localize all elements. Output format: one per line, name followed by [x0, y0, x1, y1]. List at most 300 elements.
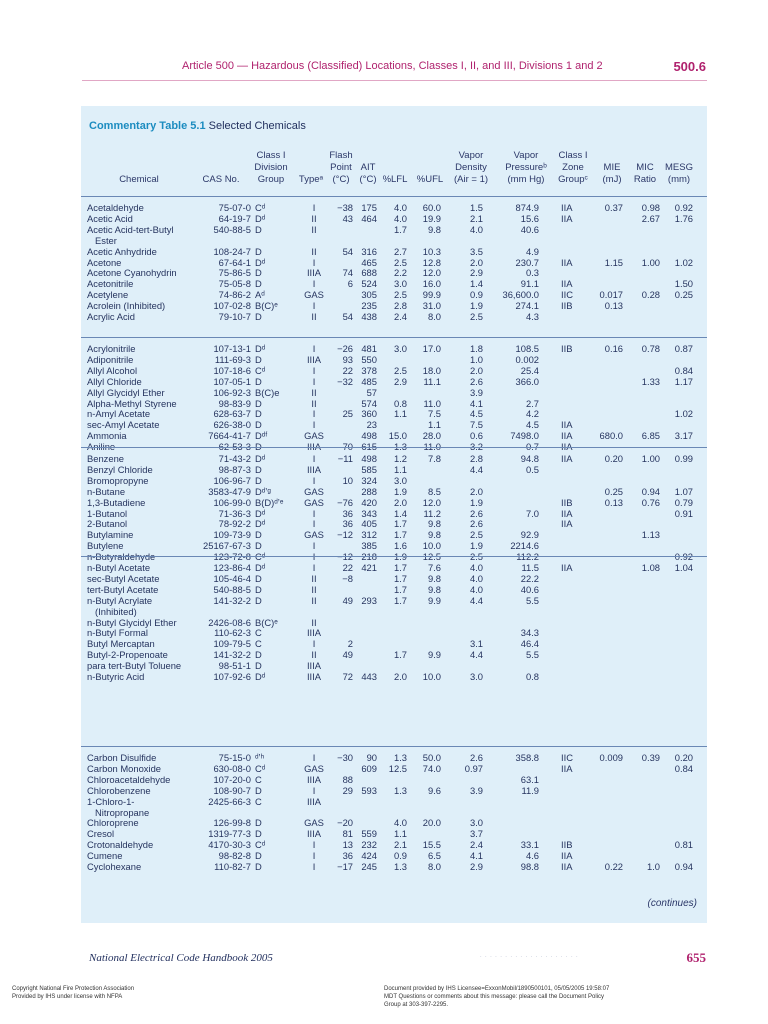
- cell-chemical: n-Butyl Formal: [87, 627, 148, 639]
- cell-ufl: 11.2: [423, 507, 441, 519]
- cell-flash: −20: [337, 817, 353, 829]
- cell-zone: IIC: [561, 289, 573, 301]
- cell-cas: 110-82-7: [214, 861, 251, 872]
- cell-ufl: 31.0: [422, 300, 441, 312]
- cell-group: D: [255, 784, 262, 796]
- cell-zone: IIC: [561, 752, 573, 763]
- cell-vd: 2.9: [469, 267, 483, 279]
- cell-lfl: 15.0: [388, 430, 407, 442]
- cell-mesg: 1.02: [674, 256, 693, 268]
- cell-chemical: Allyl Alcohol: [87, 364, 138, 376]
- cell-mie: 0.25: [604, 485, 623, 497]
- table-row: [81, 419, 707, 430]
- column-header-line: (mm): [667, 174, 691, 185]
- cell-type: II: [311, 212, 317, 224]
- column-header-zone: [553, 150, 593, 186]
- cell-ufl: 50.0: [422, 752, 441, 763]
- cell-type: IIIA: [306, 463, 322, 475]
- column-header-line: Vapor: [513, 150, 539, 161]
- cell-type: I: [312, 850, 316, 862]
- cell-cas: 107-20-0: [213, 773, 251, 785]
- cell-mie: 0.017: [599, 289, 623, 301]
- cell-ufl: 20.0: [422, 817, 441, 829]
- cell-ufl: 1.1: [427, 419, 441, 431]
- cell-lfl: 1.7: [393, 583, 407, 595]
- table-row: [81, 649, 707, 660]
- cell-flash: 10: [342, 474, 353, 486]
- cell-ufl: 28.0: [422, 430, 441, 442]
- cell-zone: IIA: [561, 278, 573, 290]
- cell-chemical: Adiponitrile: [87, 353, 134, 365]
- cell-type: I: [312, 300, 316, 312]
- article-title: Article 500 — Hazardous (Classified) Locations, Classes I, II, and III, Divisions 1 and 2: [182, 60, 603, 72]
- cell-type: I: [312, 375, 316, 387]
- cell-ait: 305: [361, 289, 377, 301]
- cell-mesg: 0.91: [674, 507, 693, 519]
- cell-group: D: [255, 245, 262, 257]
- cell-type: GAS: [304, 496, 324, 508]
- cell-lfl: 2.5: [393, 364, 407, 376]
- cell-group: Cᵈ: [255, 202, 266, 213]
- cell-vp: 11.9: [521, 784, 539, 796]
- cell-type: I: [312, 408, 316, 420]
- cell-chemical: sec-Amyl Acetate: [87, 419, 160, 431]
- table-row: [81, 224, 707, 235]
- cell-mic: 1.08: [641, 562, 660, 573]
- cell-cas: 540-88-5: [213, 223, 251, 235]
- cell-ufl: 7.8: [427, 453, 441, 464]
- cell-cas: 78-92-2: [218, 518, 251, 530]
- table-row: [81, 408, 707, 419]
- cell-ait: 574: [361, 397, 377, 409]
- cell-mic: 1.00: [641, 256, 660, 268]
- cell-cas: 2425-66-3: [208, 795, 251, 807]
- cell-group: D: [255, 828, 262, 840]
- cell-vp: 40.6: [520, 223, 539, 235]
- cell-zone: IIA: [561, 850, 573, 862]
- cell-cas: 1319-77-3: [208, 828, 251, 840]
- table-row: [81, 398, 707, 409]
- cell-group: D: [255, 408, 262, 420]
- cell-vp: 7498.0: [510, 430, 539, 442]
- cell-ufl: 9.8: [427, 518, 441, 530]
- cell-flash: 93: [342, 353, 353, 365]
- cell-ufl: 9.8: [427, 572, 441, 584]
- cell-group: Dᵈ: [255, 518, 266, 530]
- column-header-line: Vapor: [458, 150, 484, 161]
- cell-cas: 109-73-9: [213, 529, 251, 541]
- cell-vd: 2.1: [469, 212, 483, 224]
- cell-cas: 3583-47-9: [208, 485, 251, 497]
- page-number: 655: [686, 950, 706, 965]
- cell-group: C: [255, 638, 262, 650]
- copyright-line: Provided by IHS under license with NFPA: [12, 994, 123, 1000]
- cell-chemical: Chlorobenzene: [87, 784, 151, 796]
- cell-ait: 343: [361, 507, 377, 519]
- cell-ufl: 74.0: [422, 762, 441, 774]
- cell-vd: 1.4: [469, 278, 483, 290]
- table-row: [81, 257, 707, 268]
- cell-cas: 74-86-2: [218, 289, 251, 301]
- group-separator: [81, 196, 707, 197]
- cell-type: GAS: [304, 762, 324, 774]
- cell-ait: 438: [361, 311, 377, 322]
- cell-chemical: Acrylic Acid: [87, 311, 135, 322]
- table-row: [81, 638, 707, 649]
- cell-vd: 1.5: [469, 202, 483, 213]
- cell-chemical: Benzene: [87, 453, 125, 464]
- cell-group: D: [255, 474, 262, 486]
- cell-chemical: 1-Butanol: [87, 507, 128, 519]
- cell-vp: 98.8: [520, 861, 539, 872]
- cell-vd: 3.0: [469, 671, 483, 682]
- commentary-table: [81, 106, 707, 923]
- column-header-lfl: [379, 174, 411, 186]
- column-header-line: AIT: [360, 162, 376, 173]
- cell-ait: 609: [361, 762, 377, 774]
- cell-chemical: Allyl Chloride: [87, 375, 142, 387]
- cell-cas: 25167-67-3: [203, 540, 251, 552]
- cell-ufl: 12.8: [422, 256, 441, 268]
- cell-group: Cᵈ: [255, 762, 266, 774]
- cell-flash: −11: [337, 453, 353, 464]
- cell-cas: 2426-08-6: [208, 616, 251, 628]
- cell-chemical: Butylamine: [87, 529, 134, 541]
- cell-type: II: [311, 594, 317, 606]
- cell-type: I: [312, 518, 316, 530]
- table-row: [81, 453, 707, 464]
- cell-vp: 0.8: [525, 671, 539, 682]
- column-header-ufl: [415, 174, 445, 186]
- cell-flash: 81: [342, 828, 353, 840]
- cell-mesg: 1.50: [674, 278, 693, 290]
- cell-ait: 420: [361, 496, 377, 508]
- table-row: [81, 213, 707, 224]
- cell-group: Dᵈ: [255, 343, 266, 354]
- cell-zone: IIA: [561, 419, 573, 431]
- cell-type: GAS: [304, 485, 324, 497]
- cell-flash: −76: [337, 496, 353, 508]
- cell-lfl: 2.5: [393, 256, 407, 268]
- cell-group: D: [255, 223, 262, 235]
- cell-flash: 22: [342, 562, 353, 573]
- table-row: [81, 850, 707, 861]
- cell-ufl: 10.0: [422, 540, 441, 552]
- cell-type: II: [311, 583, 317, 595]
- cell-type: GAS: [304, 289, 324, 301]
- cell-vp: 4.6: [525, 850, 539, 862]
- cell-mie: 0.22: [604, 861, 623, 872]
- cell-ait: 498: [361, 430, 377, 442]
- table-row: [81, 475, 707, 486]
- cell-ait: 312: [361, 529, 377, 541]
- column-header-line: Division: [254, 162, 288, 173]
- cell-vd: 4.4: [469, 594, 483, 606]
- cell-type: I: [312, 364, 316, 376]
- cell-ufl: 9.9: [427, 649, 441, 661]
- table-row: [81, 839, 707, 850]
- cell-ufl: 11.0: [423, 397, 441, 409]
- column-header-line: %LFL: [382, 174, 408, 185]
- cell-cas: 540-88-5: [213, 583, 251, 595]
- table-row: [81, 289, 707, 300]
- cell-chemical: n-Butyl Glycidyl Ether: [87, 616, 177, 628]
- cell-lfl: 3.0: [393, 343, 407, 354]
- cell-ufl: 9.9: [427, 594, 441, 606]
- cell-lfl: 1.2: [393, 453, 407, 464]
- table-row: [81, 584, 707, 595]
- column-header-line: Ratio: [633, 174, 657, 185]
- cell-vp: 0.5: [525, 463, 539, 475]
- cell-group: D: [255, 861, 262, 872]
- cell-mesg: 0.84: [674, 364, 693, 376]
- cell-type: II: [311, 245, 317, 257]
- cell-ait: 90: [366, 752, 377, 763]
- cell-lfl: 1.7: [393, 649, 407, 661]
- cell-mie: 1.15: [604, 256, 623, 268]
- cell-vd: 1.8: [469, 343, 483, 354]
- cell-ait: 235: [361, 300, 377, 312]
- cell-vp: 2214.6: [510, 540, 539, 552]
- group-separator: [81, 447, 707, 448]
- column-header-line: Chemical: [119, 174, 159, 185]
- cell-ait: 23: [366, 419, 377, 431]
- cell-vd: 1.9: [469, 496, 483, 508]
- table-row: [81, 796, 707, 807]
- cell-group: Dᵈ: [255, 256, 266, 268]
- cell-vd: 3.5: [469, 245, 483, 257]
- document-line: Group at 303-397-2295.: [384, 1002, 449, 1008]
- cell-ait: 293: [361, 594, 377, 606]
- cell-type: IIIA: [306, 671, 322, 682]
- cell-vp: 91.1: [520, 278, 539, 290]
- cell-ait: 585: [361, 463, 377, 475]
- cell-group: Dᵈ: [255, 507, 266, 519]
- cell-vd: 4.0: [469, 223, 483, 235]
- cell-flash: −17: [337, 861, 353, 872]
- cell-vd: 4.1: [469, 397, 483, 409]
- copyright-notice: [12, 985, 134, 1001]
- column-header-group: [251, 150, 291, 186]
- cell-chemical: 2-Butanol: [87, 518, 128, 530]
- cell-group: Dᵈ: [255, 453, 266, 464]
- cell-cas: 64-19-7: [218, 212, 251, 224]
- column-header-ait: [357, 162, 379, 186]
- cell-zone: IIA: [561, 202, 573, 213]
- cell-ufl: 12.0: [422, 267, 441, 279]
- column-header-line: MESG: [665, 162, 693, 173]
- cell-ufl: 16.0: [422, 278, 441, 290]
- cell-group: Dᵈ: [255, 562, 266, 573]
- cell-ufl: 8.0: [427, 311, 441, 322]
- cell-mesg: 0.79: [674, 496, 693, 508]
- cell-vd: 7.5: [469, 419, 483, 431]
- table-row: [81, 562, 707, 573]
- cell-chemical: (Inhibited): [95, 605, 137, 617]
- cell-group: D: [255, 463, 262, 475]
- cell-chemical: para tert-Butyl Toluene: [87, 660, 182, 672]
- cell-ait: 378: [361, 364, 377, 376]
- cell-cas: 111-69-3: [214, 353, 251, 365]
- cell-type: II: [311, 311, 317, 322]
- cell-lfl: 2.8: [393, 300, 407, 312]
- cell-mic: 1.13: [641, 529, 660, 541]
- cell-vd: 2.4: [469, 839, 483, 851]
- cell-mesg: 1.07: [674, 485, 693, 497]
- cell-vp: 366.0: [515, 375, 539, 387]
- cell-ait: 688: [361, 267, 377, 279]
- cell-lfl: 3.0: [393, 278, 407, 290]
- cell-type: I: [312, 343, 316, 354]
- cell-cas: 626-38-0: [213, 419, 251, 431]
- cell-group: D: [255, 529, 262, 541]
- cell-type: I: [312, 638, 316, 650]
- cell-lfl: 2.2: [393, 267, 407, 279]
- cell-type: I: [312, 419, 316, 431]
- cell-group: D: [255, 375, 262, 387]
- cell-ufl: 11.1: [423, 375, 441, 387]
- cell-mic: 1.33: [641, 375, 660, 387]
- table-row: [81, 300, 707, 311]
- cell-cas: 141-32-2: [213, 649, 251, 661]
- cell-type: I: [312, 861, 316, 872]
- cell-group: B(D)ᵈʼᵉ: [255, 496, 284, 508]
- group-separator: [81, 337, 707, 338]
- cell-vp: 94.8: [520, 453, 539, 464]
- cell-ait: 385: [361, 540, 377, 552]
- cell-chemical: 1,3-Butadiene: [87, 496, 146, 508]
- cell-vd: 4.4: [469, 649, 483, 661]
- cell-cas: 108-24-7: [213, 245, 251, 257]
- cell-group: C: [255, 795, 262, 807]
- cell-mesg: 0.87: [674, 343, 693, 354]
- cell-mie: 0.009: [599, 752, 623, 763]
- cell-vp: 358.8: [515, 752, 539, 763]
- cell-vp: 34.3: [520, 627, 539, 639]
- cell-zone: IIA: [561, 518, 573, 530]
- cell-lfl: 0.8: [393, 397, 407, 409]
- cell-mic: 2.67: [641, 212, 660, 224]
- cell-vd: 3.0: [469, 817, 483, 829]
- cell-zone: IIA: [561, 212, 573, 224]
- cell-vd: 4.0: [469, 572, 483, 584]
- column-header-type: [295, 174, 327, 186]
- table-row: [81, 529, 707, 540]
- cell-mesg: 0.99: [674, 453, 693, 464]
- cell-chemical: Cresol: [87, 828, 115, 840]
- cell-group: D: [255, 572, 262, 584]
- column-header-line: (mm Hg): [507, 174, 545, 185]
- cell-type: IIIA: [306, 795, 322, 807]
- cell-vd: 2.0: [469, 256, 483, 268]
- cell-vd: 2.6: [469, 375, 483, 387]
- cell-vp: 0.3: [525, 267, 539, 279]
- cell-vp: 5.5: [525, 649, 539, 661]
- cell-zone: IIA: [561, 507, 573, 519]
- column-header-line: Class I: [256, 150, 286, 161]
- cell-chemical: Nitropropane: [95, 806, 150, 818]
- cell-mie: 680.0: [599, 430, 623, 442]
- table-row: [81, 486, 707, 497]
- cell-mic: 6.85: [641, 430, 660, 442]
- cell-cas: 106-99-0: [213, 496, 251, 508]
- cell-group: D: [255, 850, 262, 862]
- cell-lfl: 0.9: [393, 850, 407, 862]
- cell-mic: 0.78: [641, 343, 660, 354]
- column-header-line: Point: [330, 162, 352, 173]
- cell-flash: −38: [337, 202, 353, 213]
- table-caption-title: Selected Chemicals: [208, 120, 306, 132]
- column-header-flash: [325, 150, 357, 186]
- cell-cas: 123-86-4: [213, 562, 251, 573]
- cell-vd: 4.0: [469, 562, 483, 573]
- cell-type: II: [311, 397, 317, 409]
- cell-mesg: 3.17: [674, 430, 693, 442]
- cell-chemical: Benzyl Chloride: [87, 463, 153, 475]
- cell-flash: 72: [342, 671, 353, 682]
- table-row: [81, 817, 707, 828]
- cell-group: D: [255, 311, 262, 322]
- cell-chemical: Ester: [95, 234, 117, 246]
- table-row: [81, 518, 707, 529]
- table-row: [81, 464, 707, 475]
- table-row: [81, 595, 707, 606]
- cell-vp: 92.9: [520, 529, 539, 541]
- cell-flash: −8: [342, 572, 353, 584]
- cell-type: IIIA: [306, 828, 322, 840]
- cell-lfl: 1.7: [393, 529, 407, 541]
- cell-vd: 1.9: [469, 540, 483, 552]
- table-row: [81, 606, 707, 617]
- running-header: [0, 60, 768, 76]
- cell-chemical: sec-Butyl Acetate: [87, 572, 160, 584]
- column-header-cas: [189, 174, 253, 186]
- cell-group: Dᵈᶠ: [255, 430, 268, 442]
- cell-group: D: [255, 353, 262, 365]
- cell-flash: 49: [342, 594, 353, 606]
- cell-type: I: [312, 839, 316, 851]
- cell-ait: 245: [361, 861, 377, 872]
- cell-vd: 2.0: [469, 364, 483, 376]
- cell-zone: IIA: [561, 861, 573, 872]
- cell-vd: 3.7: [469, 828, 483, 840]
- cell-lfl: 1.7: [393, 572, 407, 584]
- cell-group: Cᵈ: [255, 364, 266, 376]
- cell-vd: 4.5: [469, 408, 483, 420]
- cell-mesg: 1.02: [674, 408, 693, 420]
- cell-flash: 54: [342, 245, 353, 257]
- cell-group: Dᵈ: [255, 212, 266, 224]
- cell-type: II: [311, 386, 317, 398]
- column-header-line: Group: [257, 174, 285, 185]
- cell-chemical: Cyclohexane: [87, 861, 142, 872]
- cell-type: I: [312, 256, 316, 268]
- cell-cas: 108-90-7: [213, 784, 251, 796]
- cell-vd: 0.9: [469, 289, 483, 301]
- cell-lfl: 1.6: [393, 540, 407, 552]
- cell-ufl: 7.5: [427, 408, 441, 420]
- cell-chemical: 1-Chloro-1-: [87, 795, 135, 807]
- cell-lfl: 2.5: [393, 289, 407, 301]
- cell-vp: 25.4: [520, 364, 539, 376]
- cell-chemical: n-Amyl Acetate: [87, 408, 151, 420]
- footer-faint-text: · · · · · · · · · · · · · · · · · · · ·: [480, 954, 579, 960]
- cell-flash: 74: [342, 267, 353, 279]
- cell-vd: 4.0: [469, 583, 483, 595]
- cell-vp: 22.2: [520, 572, 539, 584]
- cell-zone: IIA: [561, 256, 573, 268]
- cell-ufl: 10.0: [422, 671, 441, 682]
